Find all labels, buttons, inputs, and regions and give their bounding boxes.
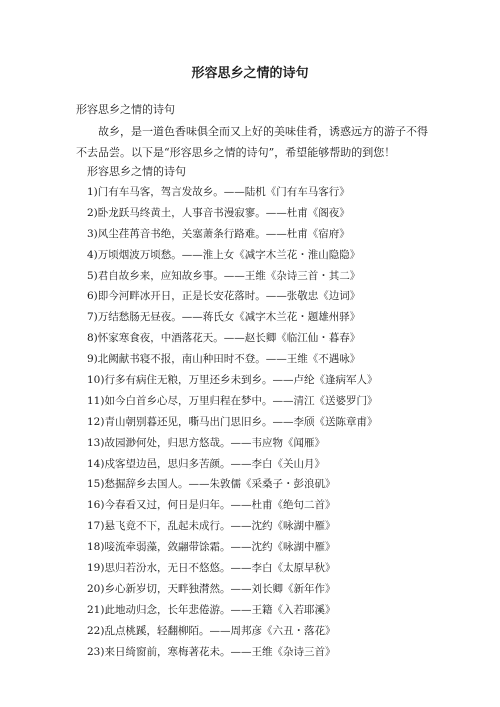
poem-line: 1)门有车马客，驾言发故乡。——陆机《门有车马客行》: [87, 186, 350, 198]
poem-line: 2)卧龙跃马终黄土，人事音书漫寂寥。——杜甫《阁夜》: [87, 206, 350, 219]
poem-line: 14)戍客望边邑，思归多苦颜。——李白《关山月》: [87, 457, 325, 470]
poem-line: 8)怀家寒食夜，中酒落花天。——赵长卿《临江仙・暮春》: [87, 332, 361, 345]
intro-paragraph: 故乡，是一道色香味俱全而又上好的美味佳肴，诱惑远方的游子不得不去品尝。以下是“形容思乡之情的诗句”，希望能够帮助的到您！: [76, 125, 428, 159]
poem-line: 15)愁掘辞乡去国人。——朱敦儒《采桑子・彭浪矶》: [87, 478, 336, 491]
poem-line: 9)北阙献书寝不报，南山种田时不登。——王维《不遇咏》: [87, 353, 361, 366]
poem-line: 13)故园渺何处，归思方悠哉。——韦应物《闻雁》: [87, 436, 325, 449]
poem-line: 11)如今白首乡心尽，万里归程在梦中。——清江《送婆罗门》: [87, 394, 378, 407]
poem-line: 12)青山朝别暮还见，嘶马出门思旧乡。——李颀《送陈章甫》: [87, 415, 378, 428]
poem-line: 19)思归若汾水，无日不悠悠。——李白《太原早秋》: [87, 562, 336, 575]
poem-line: 5)君自故乡来，应知故乡事。——王维《杂诗三首・其二》: [87, 269, 361, 282]
poem-line: 16)今春看又过，何日是归年。——杜甫《绝句二首》: [87, 499, 336, 512]
document-subtitle: 形容思乡之情的诗句: [76, 103, 175, 116]
poem-list-heading: 形容思乡之情的诗句: [87, 165, 186, 178]
document-title: 形容思乡之情的诗句: [191, 66, 309, 81]
poem-line: 7)万结愁肠无昼夜。——蒋氏女《减字木兰花・题雄州驿》: [87, 311, 361, 324]
poem-line: 4)万顷烟波万顷愁。——淮上女《减字木兰花・淮山隐隐》: [87, 248, 361, 261]
poem-line: 6)即今河畔冰开日，正是长安花落时。——张敬忠《边词》: [87, 290, 361, 303]
poem-line: 17)悬飞竟不下，乱起未成行。——沈约《咏湖中雁》: [87, 520, 336, 533]
poem-line: 10)行多有病住无粮，万里还乡未到乡。——卢纶《逢病军人》: [87, 374, 378, 387]
poem-line: 21)此地动归念，长年悲倦游。——王籍《入若耶溪》: [87, 603, 336, 616]
poem-line: 22)乱点桃蹊，轻翻柳陌。——周邦彦《六丑・落花》: [87, 624, 336, 637]
poem-line: 3)风尘荏苒音书绝，关塞萧条行路难。——杜甫《宿府》: [87, 227, 350, 240]
poem-line: 23)来日绮窗前，寒梅著花未。——王维《杂诗三首》: [87, 645, 336, 658]
poem-line: 18)唼流牵弱藻，敛翮带馀霜。——沈约《咏湖中雁》: [87, 541, 336, 554]
poem-line: 20)乡心新岁切，天畔独潸然。——刘长卿《新年作》: [87, 582, 336, 595]
poem-list: [87, 182, 447, 662]
